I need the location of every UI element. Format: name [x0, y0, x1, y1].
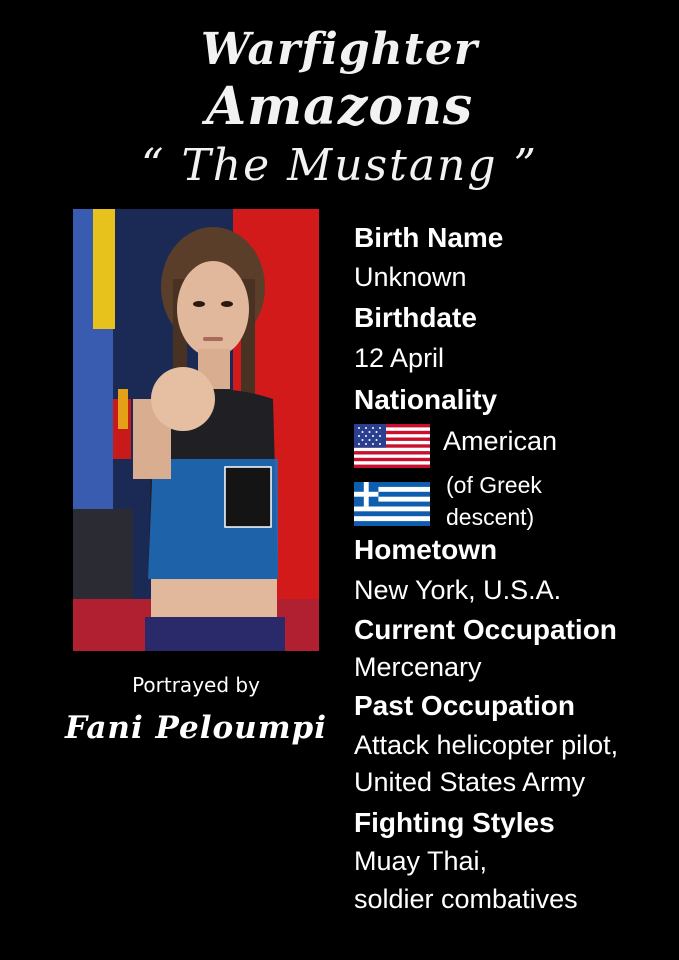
fighter-portrait [73, 209, 319, 651]
birthdate-label: Birthdate [354, 302, 477, 333]
title-line-2: Amazons [205, 76, 474, 137]
current-occupation-label: Current Occupation [354, 614, 617, 645]
title-nickname: “ The Mustang ” [140, 140, 539, 191]
past-occupation-line-1: Attack helicopter pilot, [354, 730, 619, 760]
birth-name-label: Birth Name [354, 222, 504, 253]
portrayed-by-label: Portrayed by [132, 673, 260, 697]
actor-name: Fani Peloumpi [65, 710, 327, 746]
title-line-1: Warfighter [200, 24, 479, 75]
descent-line-2: descent) [446, 504, 535, 530]
fighting-styles-line-1: Muay Thai, [354, 846, 488, 876]
past-occupation-label: Past Occupation [354, 690, 575, 721]
nationality-value: American [443, 426, 558, 456]
birthdate-value: 12 April [354, 343, 445, 373]
past-occupation-line-2: United States Army [354, 767, 586, 797]
hometown-label: Hometown [354, 534, 498, 565]
hometown-value: New York, U.S.A. [354, 575, 562, 605]
fighting-styles-label: Fighting Styles [354, 807, 555, 838]
fighting-styles-line-2: soldier combatives [354, 884, 578, 914]
nationality-label: Nationality [354, 384, 498, 415]
greece-flag-icon [354, 482, 430, 526]
descent-line-1: (of Greek [446, 472, 542, 498]
birth-name-value: Unknown [354, 262, 467, 292]
current-occupation-value: Mercenary [354, 652, 482, 682]
us-flag-icon [354, 424, 430, 468]
